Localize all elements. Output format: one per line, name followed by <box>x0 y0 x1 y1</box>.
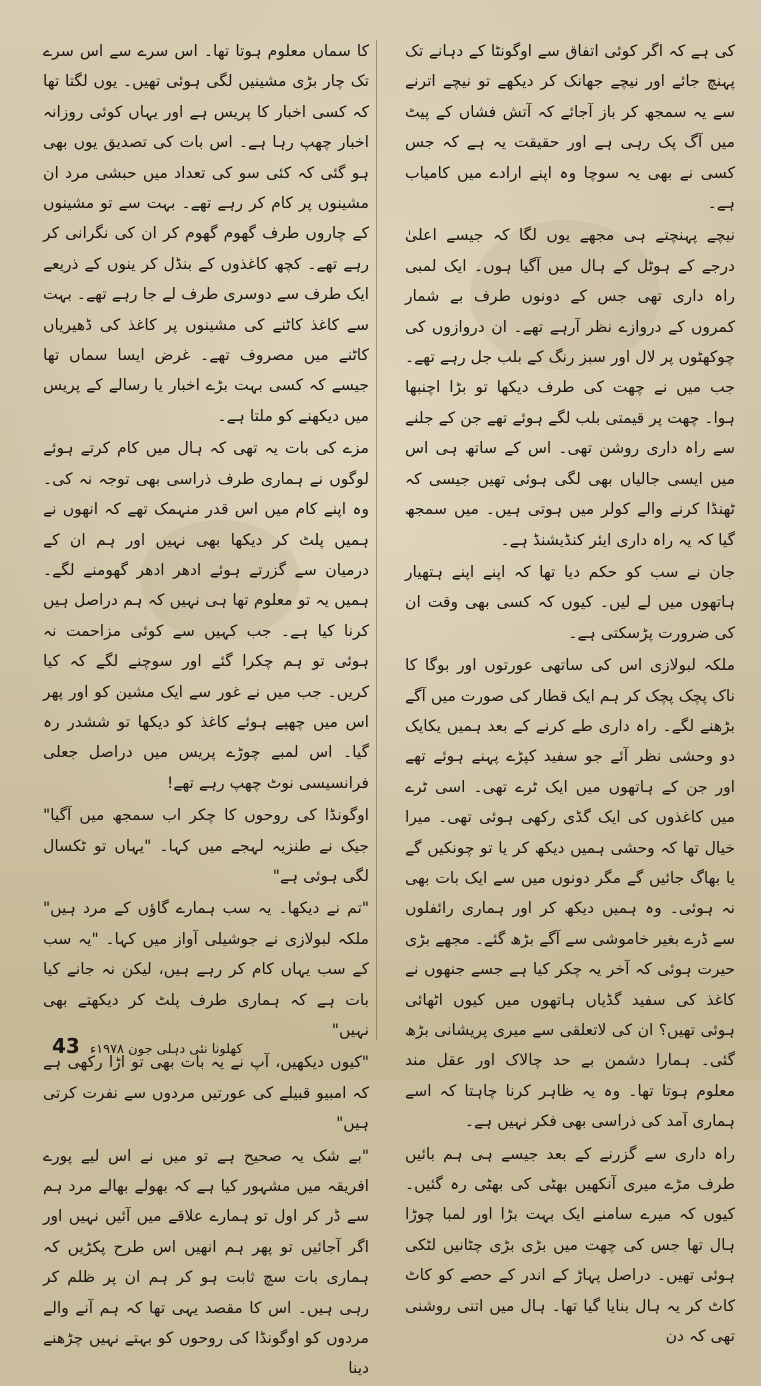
paragraph: کا سماں معلوم ہوتا تھا۔ اس سرے سے اس سرے تک چار بڑی مشینیں لگی ہوئی تھیں۔ یوں لگتا تھا کہ کسی اخبار کا پریس ہے اور یہاں کوئی روزانہ اخبار چھپ رہا ہے۔ اس بات کی تصدیق یوں بھی ہو گئی کہ کئی سو کی تعداد میں حبشی مرد ان مشینوں پر کام کر رہے تھے۔ بہت سے تو مشینوں کے چاروں طرف گھوم گھوم کر ان کی نگرانی کر رہے تھے۔ کچھ کاغذوں کے بنڈل کر ینوں کے ذریعے ایک طرف سے دوسری طرف لے جا رہے تھے۔ بہت سے کاغذ کاٹنے کی مشینوں پر کاغذ کی ڈھیریاں کاٹنے میں مصروف تھے۔ غرض ایسا سماں تھا جیسے کہ کسی بہت بڑے اخبار یا رسالے کے پریس میں دیکھنے کو ملتا ہے۔ <box>43 42 369 425</box>
left-text-column <box>43 36 369 1386</box>
magazine-credit: کھلونا نئی دہلی جون ۱۹۷۸ء <box>89 1042 243 1057</box>
page-number: 43 <box>52 1034 80 1058</box>
paragraph: مزے کی بات یہ تھی کہ ہال میں کام کرتے ہوئے لوگوں نے ہماری طرف ذراسی بھی توجہ نہ کی۔ وہ اپنے کام میں اس قدر منہمک تھے کہ انھوں نے ہمیں پلٹ کر دیکھا بھی نہیں اور ہم ان کے درمیان سے گزرتے ہوئے ادھر ادھر گھومنے لگے۔ ہمیں یہ تو معلوم تھا ہی نہیں کہ ہم دراصل ہیں کرنا کیا ہے۔ جب کہیں سے کوئی مزاحمت نہ ہوئی تو ہم چکرا گئے اور سوچنے لگے کہ کیا کریں۔ جب میں نے غور سے ایک مشین کو اور پھر اس میں چھپے ہوئے کاغذ کو دیکھا تو ششدر رہ گیا۔ اس لمبے چوڑے پریس میں دراصل جعلی فرانسیسی نوٹ چھپ رہے تھے! <box>43 439 369 792</box>
page-footer <box>52 1034 243 1058</box>
column-divider <box>376 40 377 1040</box>
paragraph: اوگونڈا کی روحوں کا چکر اب سمجھ میں آگیا" جیک نے طنزیہ لہجے میں کہا۔ "یہاں تو ٹکسال لگی ہوئی ہے" <box>43 806 369 885</box>
paragraph: "بے شک یہ صحیح ہے تو میں نے اس لیے پورے افریقہ میں مشہور کیا ہے کہ بھولے بھالے مرد ہم سے ڈر کر اول تو ہمارے علاقے میں آئیں نہیں اور اگر آجائیں تو پھر ہم انھیں اس طرح پکڑیں کہ ہماری بات سچ ثابت ہو کر ہم ان پر ظلم کر رہی ہیں۔ اس کا مقصد یہی تھا کہ ہم آنے والے مردوں کو اوگونڈا کی روحوں کو بہتے نہیں چڑھنے دینا <box>43 1146 369 1378</box>
paragraph: کی ہے کہ اگر کوئی اتفاق سے اوگونٹا کے دہانے تک پہنچ جائے اور نیچے جھانک کر دیکھے تو نیچے اترنے سے یہ سمجھ کر باز آجائے کہ آتش فشاں کے پیٹ میں آگ پک رہی ہے اور حقیقت یہ ہے کہ جس کسی نے بھی یہ سوچا وہ اپنے ارادے میں کامیاب ہے۔ <box>405 42 735 213</box>
paragraph: "تم نے دیکھا۔ یہ سب ہمارے گاؤں کے مرد ہیں" ملکہ لبولازی نے جوشیلی آواز میں کہا۔ "یہ سب کے سب یہاں کام کر رہے ہیں، لیکن نہ جانے کیا بات ہے کہ ہماری طرف پلٹ کر دیکھتے بھی نہیں" <box>43 899 369 1039</box>
paragraph: راہ داری سے گزرنے کے بعد جیسے ہی ہم بائیں طرف مڑے میری آنکھیں بھٹی کی بھٹی رہ گئیں۔ کیوں کہ میرے سامنے ایک بہت بڑا اور لمبا چوڑا ہال تھا جس کی چھت میں بڑی بڑی چٹانیں لٹکی ہوئی تھیں۔ دراصل پہاڑ کے اندر کے حصے کو کاٹ کاٹ کر یہ ہال بنایا گیا تھا۔ ہال میں اتنی روشنی تھی کہ دن <box>405 1144 735 1346</box>
paragraph: ملکہ لبولازی اس کی ساتھی عورتوں اور بوگا کا ناک پچک پچک کر ہم ایک قطار کی صورت میں آگے بڑھنے لگے۔ راہ داری طے کرنے کے بعد ہمیں یکایک دو وحشی نظر آئے جو سفید کپڑے پہنے ہوئے تھے اور جن کے ہاتھوں میں ایک ٹرے تھی۔ اسی ٹرے میں کاغذوں کی ایک گڈی رکھی ہوئی تھی۔ میرا خیال تھا کہ وحشی ہمیں دیکھ کر یا تو چونکیں گے یا بھاگ جائیں گے مگر دونوں میں سے ایک بات بھی نہ ہوئی۔ وہ ہمیں دیکھ کر اور ہماری رائفلوں سے ڈرے بغیر خاموشی سے آگے بڑھ گئے۔ مجھے بڑی حیرت ہوئی کہ آخر یہ چکر کیا ہے جسے جنھوں نے کاغذ کی سفید گڈیاں ہاتھوں میں کیوں اٹھائی ہوئی تھیں؟ ان کی لاتعلقی سے میری پریشانی بڑھ گئی۔ ہمارا دشمن بے حد چالاک اور عقل مند معلوم ہوتا تھا۔ وہ یہ ظاہر کرنا چاہتا کہ اسے ہماری آمد کی ذراسی بھی فکر نہیں ہے۔ <box>405 656 735 1131</box>
paragraph: "کیوں دیکھیں، آپ نے یہ بات بھی تو اڑا رکھی ہے کہ امبیو قبیلے کی عورتیں مردوں سے نفرت کرتی ہیں" <box>43 1053 369 1133</box>
paragraph: جان نے سب کو حکم دیا تھا کہ اپنے اپنے ہتھیار ہاتھوں میں لے لیں۔ کیوں کہ کسی بھی وقت ان کی ضرورت پڑسکتی ہے۔ <box>405 562 735 642</box>
paragraph: نیچے پہنچتے ہی مجھے یوں لگا کہ جیسے اعلیٰ درجے کے ہوٹل کے ہال میں آگیا ہوں۔ ایک لمبی راہ داری تھی جس کے دونوں طرف بے شمار کمروں کے دروازے نظر آرہے تھے۔ ان دروازوں کی چوکھٹوں پر لال اور سبز رنگ کے بلب جل رہے تھے۔ جب میں نے چھت کی طرف دیکھا تو بڑا اچنبھا ہوا۔ چھت پر قیمتی بلب لگے ہوئے تھے جن کے جلنے سے راہ داری روشن تھی۔ اس کے ساتھ ہی اس میں ایسی جالیاں بھی لگی ہوئی تھیں جیسی کہ ٹھنڈا کرنے والے کولر میں ہوتی ہیں۔ میں سمجھ گیا کہ یہ راہ داری ایئر کنڈیشنڈ ہے۔ <box>405 226 735 549</box>
right-text-column <box>405 36 735 1353</box>
